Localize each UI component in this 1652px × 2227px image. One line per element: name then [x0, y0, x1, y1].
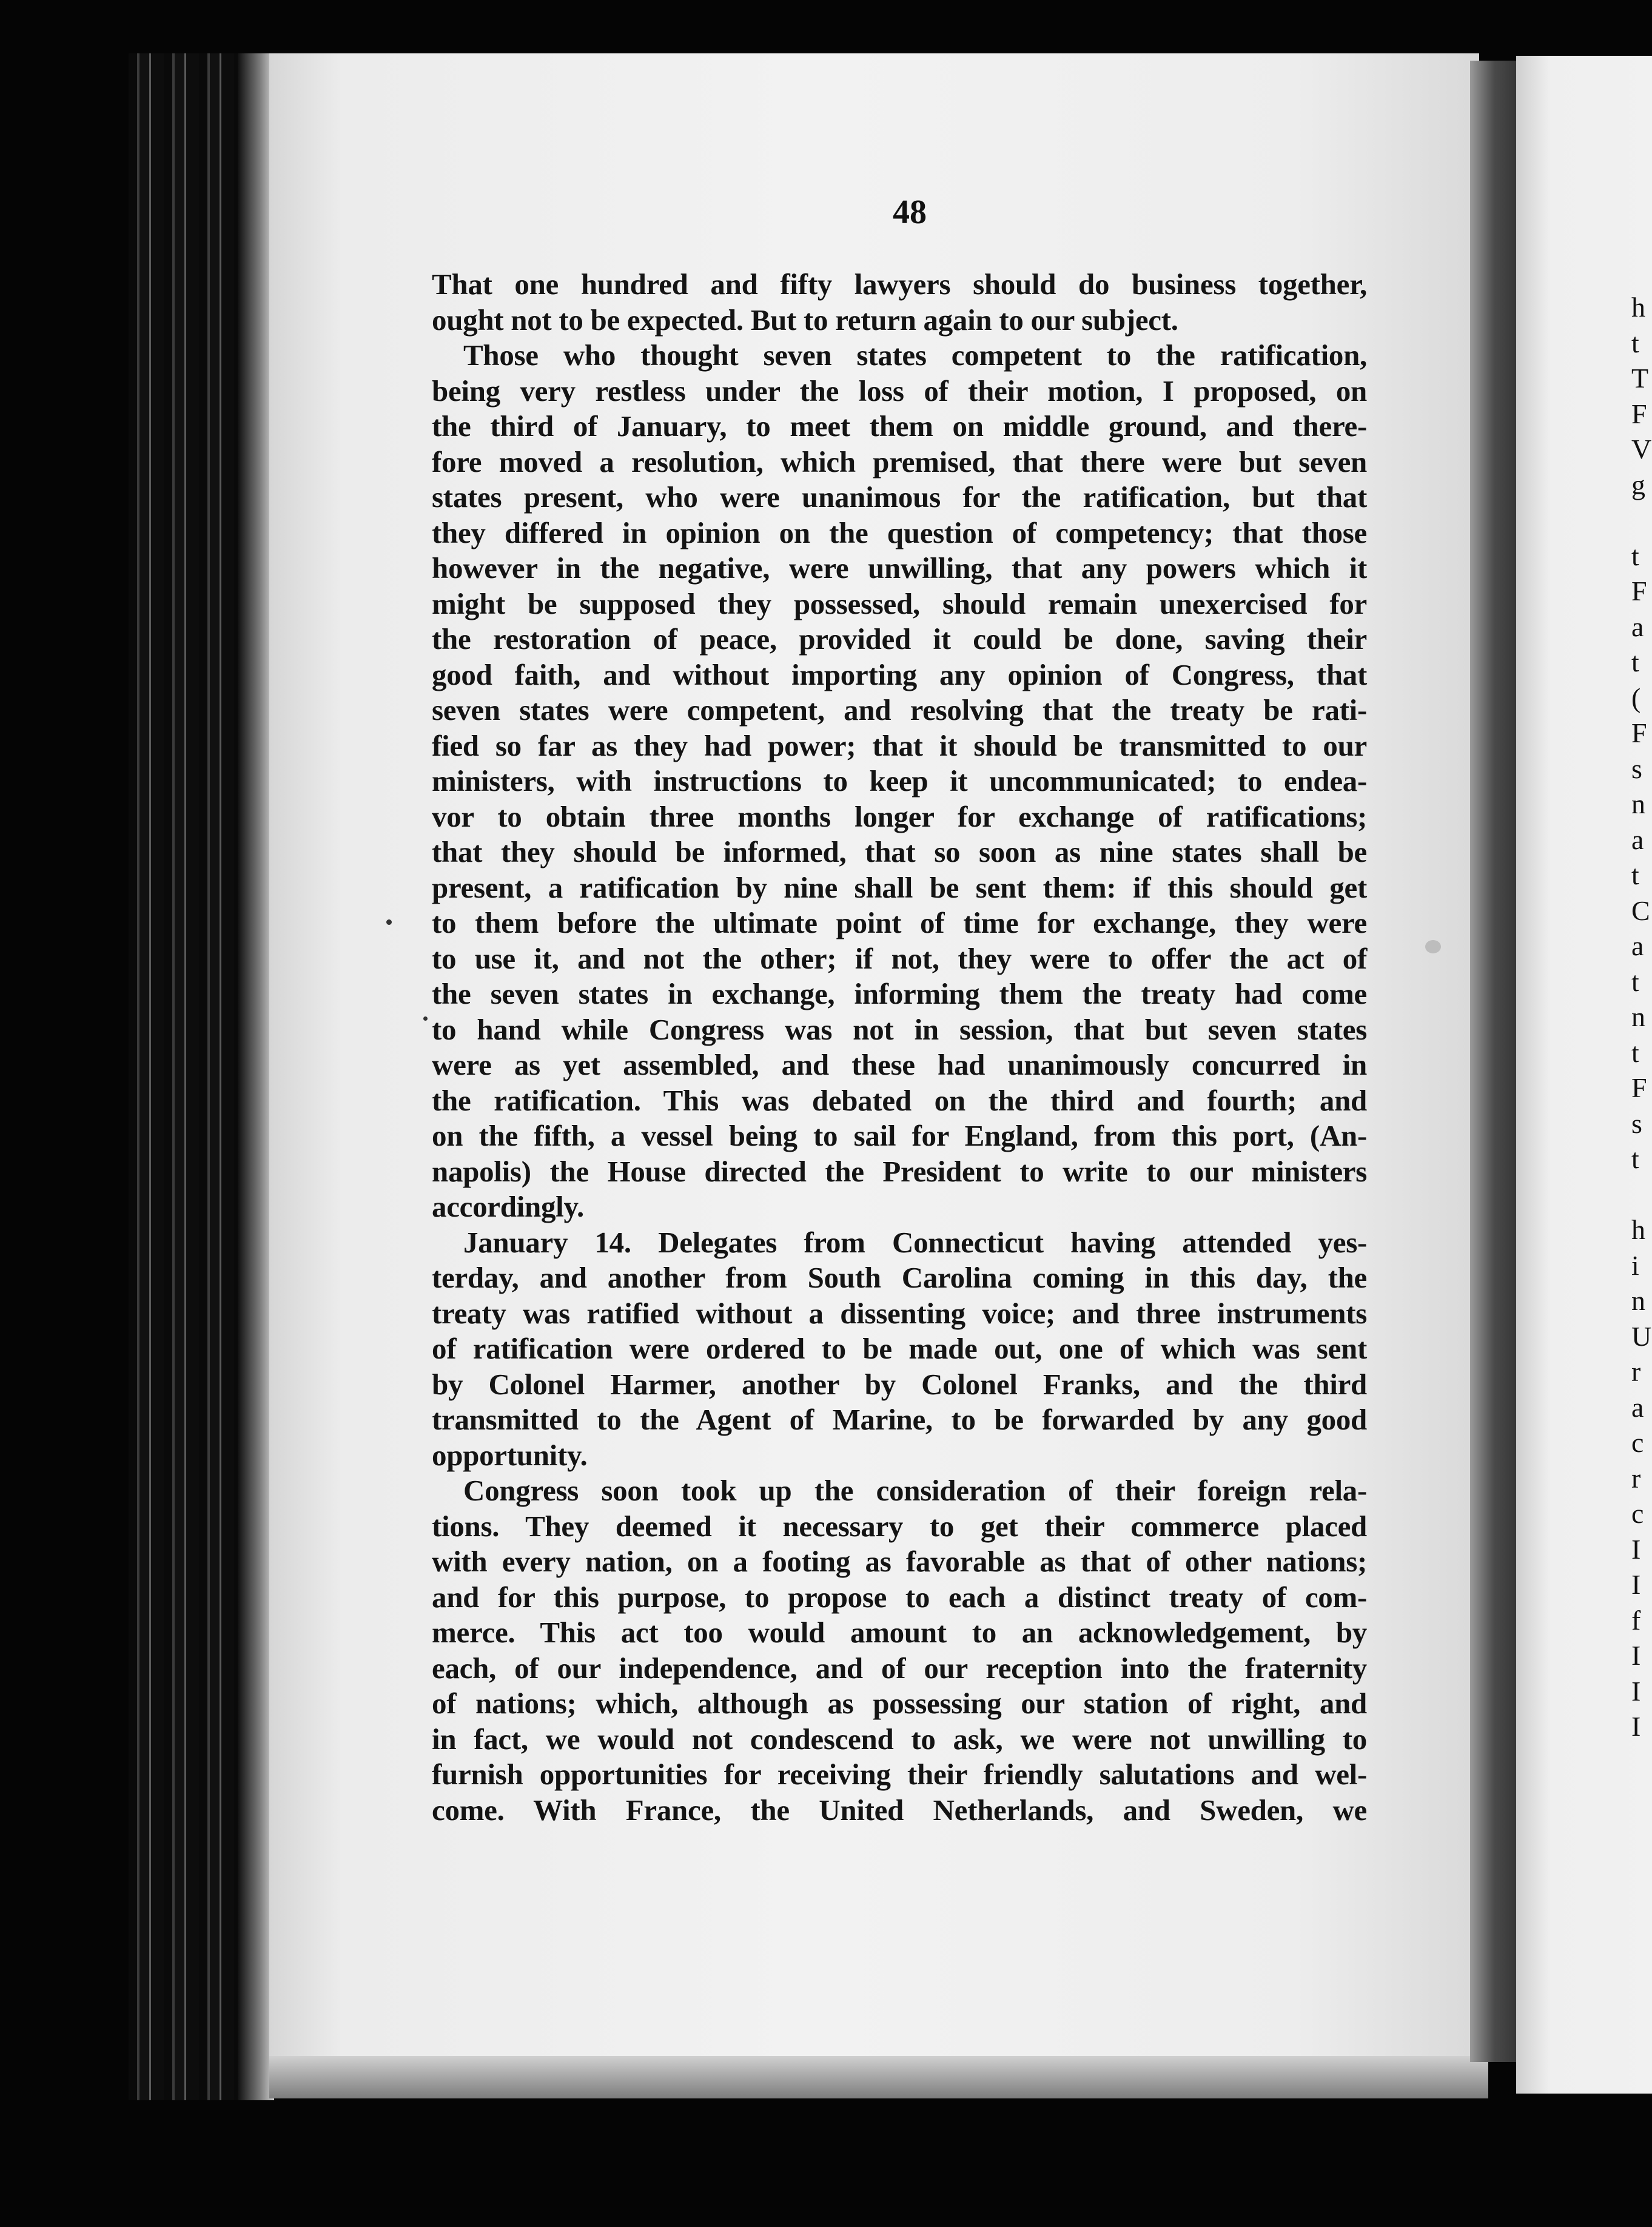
text-line: That one hundred and fifty lawyers should do business together, — [432, 267, 1367, 301]
text-line: of nations; which, although as possessing our station of right, and — [432, 1687, 1367, 1720]
text-line: to them before the ultimate point of time for exchange, they were — [432, 906, 1367, 939]
text-line: furnish opportunities for receiving their friendly salutations and wel- — [432, 1758, 1367, 1791]
facing-line-start: F — [1631, 717, 1647, 748]
text-line: merce. This act too would amount to an acknowledgement, by — [432, 1616, 1367, 1649]
text-line: by Colonel Harmer, another by Colonel Franks, and the third — [432, 1367, 1367, 1401]
facing-line-start: I — [1631, 1569, 1641, 1600]
body-text — [432, 267, 1367, 1828]
facing-line-start: i — [1631, 1249, 1639, 1281]
facing-line-start: r — [1631, 1356, 1641, 1387]
facing-line-start: h — [1631, 292, 1645, 323]
text-line: tions. They deemed it necessary to get their commerce placed — [432, 1509, 1367, 1543]
text-line: in fact, we would not condescend to ask, we were not unwilling to — [432, 1722, 1367, 1756]
facing-line-start — [1631, 503, 1652, 539]
text-line: napolis) the House directed the President to write to our ministers — [432, 1154, 1367, 1188]
facing-line-start: s — [1631, 1107, 1642, 1139]
facing-line-start: n — [1631, 1001, 1645, 1032]
page-bottom-shade — [269, 2056, 1488, 2098]
text-line: opportunity. — [432, 1438, 588, 1472]
text-line: present, a ratification by nine shall be sent them: if this should get — [432, 870, 1367, 904]
text-line: and for this purpose, to propose to each a distinct treaty of com- — [432, 1580, 1367, 1614]
facing-line-start: c — [1631, 1427, 1644, 1458]
facing-line-start: t — [1631, 1143, 1639, 1174]
facing-line-start: t — [1631, 966, 1639, 997]
text-line: fied so far as they had power; that it should be transmitted to our — [432, 728, 1367, 762]
text-line: with every nation, on a footing as favorable as that of other nations; — [432, 1545, 1367, 1578]
facing-line-start: a — [1631, 930, 1644, 961]
text-line: on the fifth, a vessel being to sail for England, from this port, (An- — [432, 1119, 1367, 1152]
text-line: the seven states in exchange, informing them the treaty had come — [432, 977, 1367, 1010]
facing-line-start: c — [1631, 1498, 1644, 1529]
facing-line-start: U — [1631, 1320, 1652, 1352]
facing-line-start: T — [1631, 363, 1649, 394]
facing-line-start: I — [1631, 1640, 1641, 1671]
text-line: of ratification were ordered to be made out, one of which was sent — [432, 1332, 1367, 1365]
facing-line-start: F — [1631, 398, 1647, 429]
text-line: ought not to be expected. But to return again to our subject. — [432, 303, 1178, 337]
facing-line-start: s — [1631, 753, 1642, 784]
facing-line-start: t — [1631, 327, 1639, 358]
facing-line-start: a — [1631, 611, 1644, 642]
text-line: might be supposed they possessed, should remain unexercised for — [432, 586, 1367, 620]
facing-line-start: F — [1631, 1072, 1647, 1103]
facing-line-start: g — [1631, 469, 1645, 500]
page-number: 48 — [893, 193, 927, 231]
page-speck — [423, 1016, 428, 1021]
facing-line-start: a — [1631, 1391, 1644, 1423]
text-line: come. With France, the United Netherlands, and Sweden, we — [432, 1793, 1367, 1827]
text-line: Congress soon took up the consideration of their foreign rela- — [463, 1474, 1367, 1507]
facing-line-start: r — [1631, 1462, 1641, 1494]
text-line: the ratification. This was debated on the third and fourth; and — [432, 1083, 1367, 1117]
facing-line-start: f — [1631, 1604, 1641, 1636]
facing-line-start: I — [1631, 1675, 1641, 1707]
facing-line-start: t — [1631, 859, 1639, 890]
text-line: transmitted to the Agent of Marine, to be forwarded by any good — [432, 1403, 1367, 1436]
text-line: accordingly. — [432, 1190, 584, 1223]
text-line: January 14. Delegates from Connecticut having attended yes- — [463, 1225, 1367, 1259]
facing-line-start: V — [1631, 434, 1652, 465]
text-line: they differed in opinion on the question of competency; that those — [432, 516, 1367, 549]
text-line: the restoration of peace, provided it could be done, saving their — [432, 622, 1367, 656]
facing-line-start: t — [1631, 540, 1639, 571]
facing-line-start: h — [1631, 1214, 1645, 1245]
text-line: however in the negative, were unwilling, that any powers which it — [432, 551, 1367, 585]
text-line: that they should be informed, that so soon as nine states shall be — [432, 835, 1367, 868]
facing-line-start — [1631, 1177, 1652, 1213]
facing-line-start: C — [1631, 895, 1650, 926]
facing-line-start: I — [1631, 1533, 1641, 1565]
facing-line-start: t — [1631, 1036, 1639, 1068]
text-line: vor to obtain three months longer for exchange of ratifications; — [432, 799, 1367, 833]
text-line: to hand while Congress was not in session, that but seven states — [432, 1012, 1367, 1046]
edge-shadow — [238, 53, 274, 2100]
facing-line-start: ( — [1631, 682, 1641, 713]
facing-page-text — [1631, 290, 1652, 1745]
facing-line-start: n — [1631, 1285, 1645, 1316]
text-line: terday, and another from South Carolina coming in this day, the — [432, 1261, 1367, 1294]
text-line: were as yet assembled, and these had unanimously concurred in — [432, 1048, 1367, 1081]
text-line: being very restless under the loss of their motion, I proposed, on — [432, 374, 1367, 408]
text-line: the third of January, to meet them on middle ground, and there- — [432, 409, 1367, 443]
text-line: fore moved a resolution, which premised, that there were but seven — [432, 445, 1367, 479]
page-speck — [1425, 940, 1441, 953]
text-line: states present, who were unanimous for the ratification, but that — [432, 480, 1367, 514]
facing-line-start: I — [1631, 1711, 1641, 1742]
text-line: good faith, and without importing any opinion of Congress, that — [432, 657, 1367, 691]
facing-line-start: n — [1631, 788, 1645, 819]
text-line: Those who thought seven states competent to the ratification, — [463, 338, 1367, 372]
text-line: seven states were competent, and resolving that the treaty be rati- — [432, 693, 1367, 727]
facing-line-start: a — [1631, 824, 1644, 855]
text-line: ministers, with instructions to keep it uncommunicated; to endea- — [432, 764, 1367, 798]
text-line: treaty was ratified without a dissenting voice; and three instruments — [432, 1296, 1367, 1330]
text-line: each, of our independence, and of our reception into the fraternity — [432, 1651, 1367, 1685]
facing-line-start: F — [1631, 576, 1647, 606]
facing-line-start: t — [1631, 647, 1639, 677]
page-speck — [386, 919, 392, 925]
text-line: to use it, and not the other; if not, they were to offer the act of — [432, 941, 1367, 975]
